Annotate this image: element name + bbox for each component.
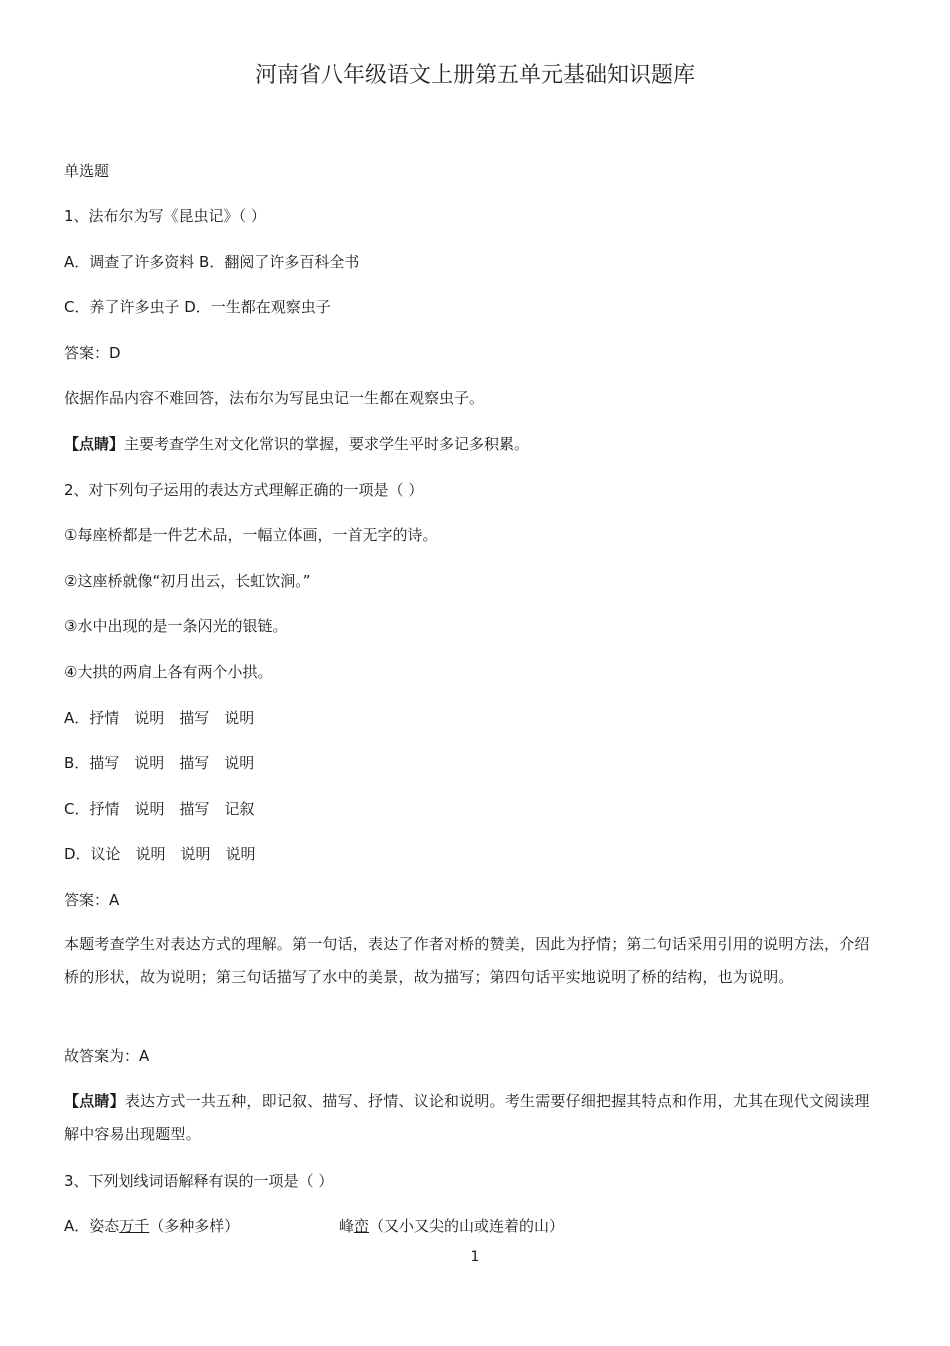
q1-options-line1: A．调查了许多资料 B．翻阅了许多百科全书 bbox=[64, 253, 360, 271]
section-label: 单选题 bbox=[64, 162, 110, 180]
q1-tip-tag: 【点睛】 bbox=[64, 435, 125, 453]
q3-underlined-word-1: 万千 bbox=[119, 1217, 150, 1235]
q3-word2-prefix: 峰 bbox=[339, 1217, 355, 1235]
q1-options-line2: C．养了许多虫子 D．一生都在观察虫子 bbox=[64, 298, 331, 316]
q2-option-b: B．描写 说明 描写 说明 bbox=[64, 754, 255, 772]
q2-sentence-1: ①每座桥都是一件艺术品，一幅立体画，一首无字的诗。 bbox=[64, 526, 438, 544]
q2-stem: 2、对下列句子运用的表达方式理解正确的一项是（ ） bbox=[64, 481, 424, 499]
q2-sentence-4: ④大拱的两肩上各有两个小拱。 bbox=[64, 663, 273, 681]
q3-option-a-second bbox=[339, 1216, 564, 1236]
q2-option-c: C．抒情 说明 描写 记叙 bbox=[64, 800, 255, 818]
q2-tip-tag: 【点睛】 bbox=[64, 1092, 125, 1110]
page-number: 1 bbox=[470, 1249, 480, 1265]
q2-sentence-3: ③水中出现的是一条闪光的银链。 bbox=[64, 617, 288, 635]
q2-explanation: 本题考查学生对表达方式的理解。第一句话，表达了作者对桥的赞美，因此为抒情；第二句话采用引用的说明方法，介绍桥的形状，故为说明；第三句话描写了水中的美景，故为描写；第四句话平实地说明了桥的结构，也为说明。 bbox=[64, 935, 870, 986]
q3-gloss-2: （又小又尖的山或连着的山） bbox=[369, 1217, 565, 1235]
q2-option-a: A．抒情 说明 描写 说明 bbox=[64, 709, 255, 727]
q2-option-d: D．议论 说明 说明 说明 bbox=[64, 845, 256, 863]
document-title: 河南省八年级语文上册第五单元基础知识题库 bbox=[254, 63, 695, 88]
q1-stem: 1、法布尔为写《昆虫记》（ ） bbox=[64, 207, 266, 225]
q1-answer: 答案：D bbox=[64, 344, 121, 362]
q2-sentence-2: ②这座桥就像“初月出云，长虹饮涧。” bbox=[64, 572, 311, 590]
q1-explanation: 依据作品内容不难回答，法布尔为写昆虫记一生都在观察虫子。 bbox=[64, 389, 485, 407]
q3-option-a-prefix: A．姿态 bbox=[64, 1217, 120, 1235]
q1-tip-text: 主要考查学生对文化常识的掌握，要求学生平时多记多积累。 bbox=[124, 435, 530, 453]
q3-gloss-1: （多种多样） bbox=[149, 1217, 240, 1235]
q3-underlined-word-2: 峦 bbox=[354, 1217, 370, 1235]
q3-option-a bbox=[64, 1216, 884, 1236]
q2-tip-text: 表达方式一共五种，即记叙、描写、抒情、议论和说明。考生需要仔细把握其特点和作用，尤其在现代文阅读理解中容易出现题型。 bbox=[64, 1092, 870, 1143]
q2-final-answer: 故答案为：A bbox=[64, 1047, 150, 1065]
q2-answer: 答案：A bbox=[64, 891, 120, 909]
q2-tip bbox=[64, 1085, 884, 1151]
q1-tip bbox=[64, 434, 884, 454]
q3-stem: 3、下列划线词语解释有误的一项是（ ） bbox=[64, 1172, 334, 1190]
